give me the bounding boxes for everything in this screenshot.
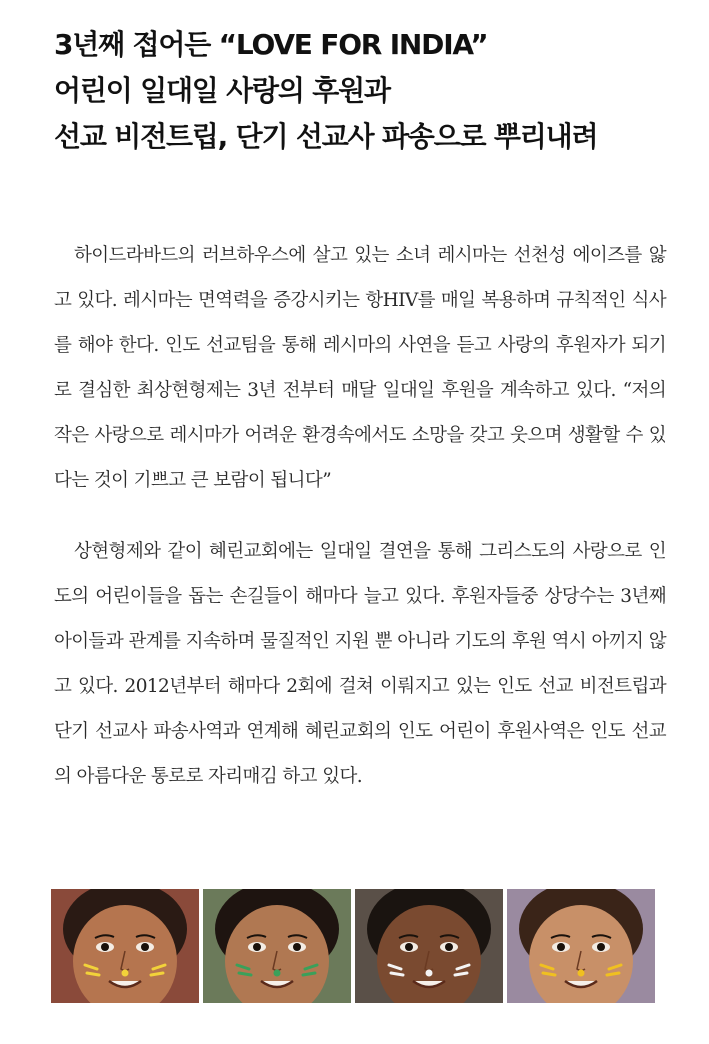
headline-line-1: 3년째 접어든 “LOVE FOR INDIA” [54, 28, 488, 61]
smiling-boy-photo [355, 889, 503, 1003]
headline-line-2: 어린이 일대일 사랑의 후원과 [54, 74, 390, 107]
paragraph-1: 하이드라바드의 러브하우스에 살고 있는 소녀 레시마는 선천성 에이즈를 앓고 있다. 레시마는 면역력을 증강시키는 항HIV를 매일 복용하며 규칙적인 식사를 해야 한다. 인도 선교팀을 통해 레시마의 사연을 듣고 사랑의 후원자가 되기로 결심한 최상현형제는 3년 전부터 매달 일대일 후원을 계속하고 있다. “저의 작은 사랑으로 레시마가 어려운 환경속에서도 소망을 갖고 웃으며 생활할 수 있다는 것이 기쁘고 큰 보람이 됩니다” [54, 245, 666, 491]
girl-yellow-paint-photo [507, 889, 655, 1003]
photo-strip [51, 889, 655, 1003]
headline [54, 22, 694, 160]
headline-line-3: 선교 비전트립, 단기 선교사 파송으로 뿌리내려 [54, 120, 598, 153]
paragraph-2: 상현형제와 같이 혜린교회에는 일대일 결연을 통해 그리스도의 사랑으로 인도의 어린이들을 돕는 손길들이 해마다 늘고 있다. 후원자들중 상당수는 3년째 아이들과 관계를 지속하며 물질적인 지원 뿐 아니라 기도의 후원 역시 아끼지 않고 있다. 2012년부터 해마다 2회에 걸쳐 이뤄지고 있는 인도 선교 비전트립과 단기 선교사 파송사역과 연계해 혜린교회의 인도 어린이 후원사역은 인도 선교의 아름다운 통로로 자리매김 하고 있다. [54, 541, 666, 787]
smiling-girl-photo [203, 889, 351, 1003]
article-body [54, 233, 666, 799]
girl-face-paint-photo [51, 889, 199, 1003]
